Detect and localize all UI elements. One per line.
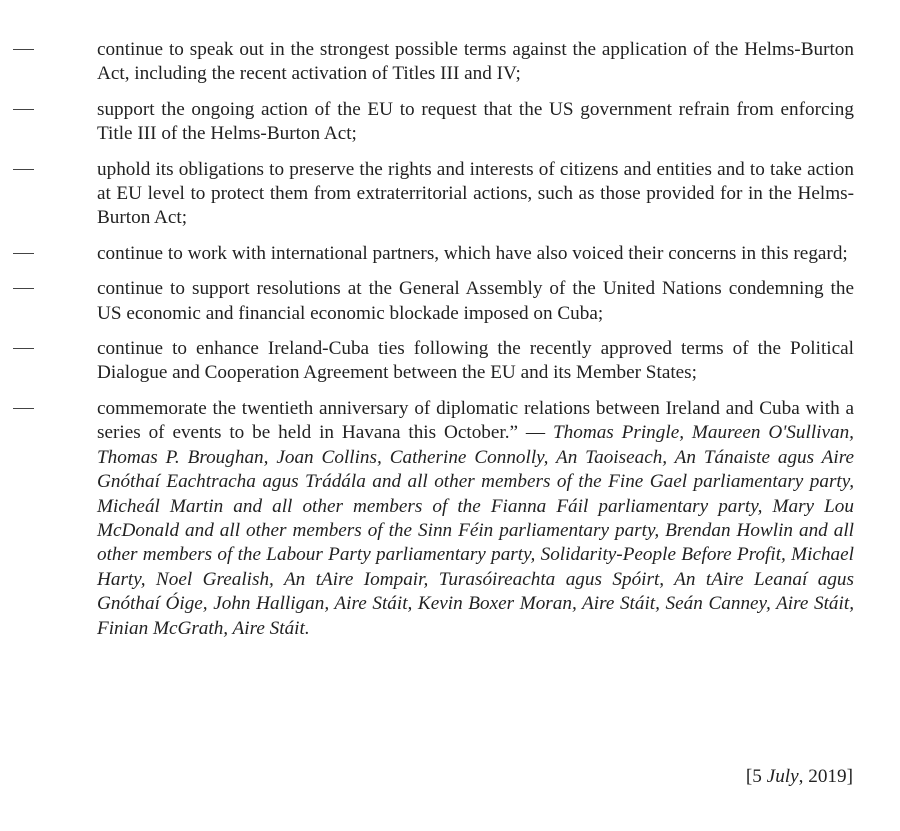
motion-document bbox=[0, 38, 900, 652]
list-item bbox=[0, 337, 900, 386]
list-item bbox=[0, 98, 900, 147]
date-open: [5 bbox=[745, 766, 767, 787]
list-item-text: continue to enhance Ireland-Cuba ties following the recently approved terms of the Political Dialogue and Cooperation Agreement between the EU and its Member States; bbox=[97, 338, 854, 384]
final-clause: commemorate the twentieth anniversary of diplomatic relations between Ireland and Cuba with a series of events to be held in Havana this October.” — bbox=[97, 397, 854, 444]
list-item-text: continue to support resolutions at the General Assembly of the United Nations condemning the US economic and financial economic blockade imposed on Cuba; bbox=[97, 278, 854, 324]
signatories: Thomas Pringle, Maureen O'Sullivan, Thomas P. Broughan, Joan Collins, Catherine Connolly, An Taoiseach, An Tánaiste agus Aire Gnóthaí Eachtracha agus Trádála and all other members of the Fine Gael parliamentary party, Micheál Martin and all other members of the Fianna Fáil parliamentary party, Mary Lou McDonald and all other members of the Sinn Féin parliamentary party, Brendan Howlin and all other members of the Labour Party parliamentary party, Solidarity-People Before Profit, Michael Harty, Noel Grealish, An tAire Iompair, Turasóireachta agus Spóirt, An tAire Leanaí agus Gnóthaí Óige, John Halligan, Aire Stáit, Kevin Boxer Moran, Aire Stáit, Seán Canney, Aire Stáit, Finian McGrath, Aire Stáit. bbox=[97, 422, 854, 639]
list-item-text: support the ongoing action of the EU to request that the US government refrain from enforcing Title III of the Helms-Burton Act; bbox=[97, 98, 854, 145]
motion-date bbox=[746, 765, 853, 789]
date-rest: , 2019] bbox=[798, 766, 853, 787]
list-item bbox=[0, 277, 900, 326]
list-item bbox=[0, 38, 900, 87]
list-item bbox=[0, 242, 900, 266]
list-item-text: continue to work with international partners, which have also voiced their concerns in this regard; bbox=[97, 242, 848, 264]
list-item-text: uphold its obligations to preserve the rights and interests of citizens and entities and to take action at EU level to protect them from extraterritorial actions, such as those provided for in the Helms-Burton Act; bbox=[97, 158, 854, 229]
list-item bbox=[0, 397, 900, 641]
date-month: July bbox=[766, 766, 799, 787]
list-item-text: continue to speak out in the strongest possible terms against the application of the Helms-Burton Act, including the recent activation of Titles III and IV; bbox=[97, 39, 854, 85]
list-item-text-final bbox=[97, 397, 854, 641]
list-item bbox=[0, 158, 900, 231]
